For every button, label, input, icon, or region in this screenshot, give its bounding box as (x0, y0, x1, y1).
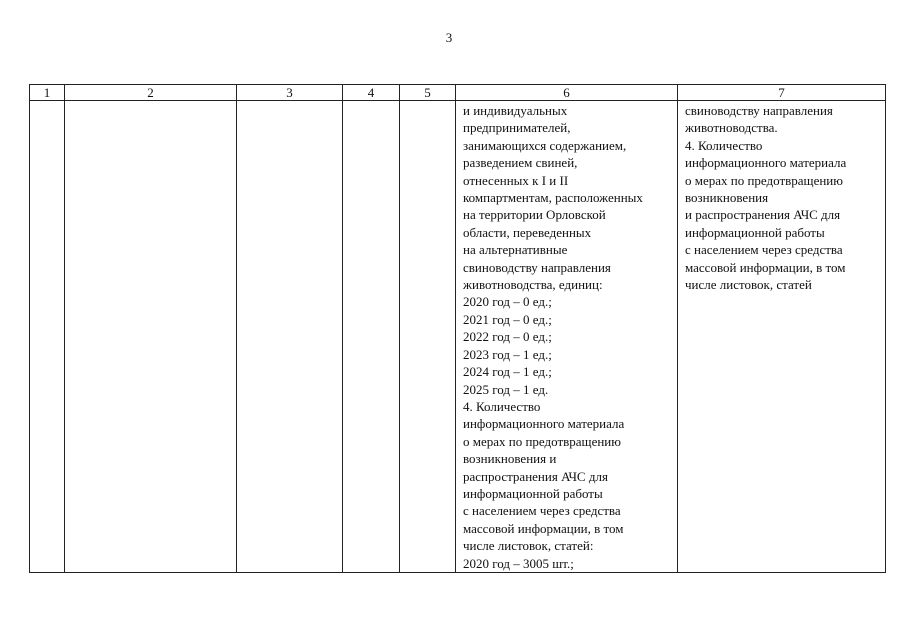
text-line: 2022 год – 0 ед.; (463, 329, 552, 345)
text-line: свиноводству направления (463, 259, 611, 275)
text-line: о мерах по предотвращению (685, 172, 843, 188)
text-line: занимающихся содержанием, (463, 137, 627, 153)
text-line: 2025 год – 1 ед. (463, 381, 549, 397)
text-line: 4. Количество (463, 398, 541, 414)
cell-col-6 (456, 101, 678, 573)
text-line: разведением свиней, (463, 155, 578, 171)
text-line: информационной работы (463, 485, 603, 501)
cell-col-3 (237, 101, 343, 573)
table-row (30, 101, 886, 573)
text-line: числе листовок, статей: (463, 538, 594, 554)
column-header-5: 5 (400, 85, 456, 101)
text-line: возникновения и (463, 451, 557, 467)
column-header-3: 3 (237, 85, 343, 101)
data-table (29, 84, 886, 573)
text-line: 4. Количество (685, 137, 763, 153)
cell-col-7 (678, 101, 886, 573)
text-line: и индивидуальных (463, 103, 568, 118)
text-line: распространения АЧС для (463, 468, 608, 484)
text-line: массовой информации, в том (685, 259, 846, 275)
page-number: 3 (445, 30, 453, 45)
result-text (678, 101, 885, 293)
text-line: на альтернативные (463, 242, 568, 258)
cell-col-1 (30, 101, 65, 573)
text-line: отнесенных к I и II (463, 172, 569, 188)
cell-col-4 (343, 101, 400, 573)
text-line: 2020 год – 0 ед.; (463, 294, 552, 310)
text-line: предпринимателей, (463, 120, 571, 136)
text-line: области, переведенных (463, 224, 592, 240)
text-line: 2020 год – 3005 шт.; (463, 555, 574, 571)
text-line: информационной работы (685, 224, 825, 240)
column-header-2: 2 (65, 85, 237, 101)
text-line: информационного материала (463, 416, 625, 432)
text-line: животноводства. (685, 120, 778, 136)
column-header-4: 4 (343, 85, 400, 101)
text-line: с населением через средства (463, 503, 621, 519)
text-line: массовой информации, в том (463, 520, 624, 536)
text-line: возникновения (685, 190, 769, 206)
column-header-7: 7 (678, 85, 886, 101)
text-line: числе листовок, статей (685, 277, 812, 293)
indicator-text (456, 101, 677, 572)
text-line: информационного материала (685, 155, 847, 171)
column-header-6: 6 (456, 85, 678, 101)
text-line: с населением через средства (685, 242, 843, 258)
text-line: 2023 год – 1 ед.; (463, 346, 552, 362)
text-line: о мерах по предотвращению (463, 433, 621, 449)
cell-col-5 (400, 101, 456, 573)
table-header-row (30, 85, 886, 101)
text-line: на территории Орловской (463, 207, 606, 223)
text-line: 2024 год – 1 ед.; (463, 364, 552, 380)
text-line: 2021 год – 0 ед.; (463, 311, 552, 327)
text-line: свиноводству направления (685, 103, 833, 118)
text-line: и распространения АЧС для (685, 207, 841, 223)
text-line: компартментам, расположенных (463, 190, 643, 206)
column-header-1: 1 (30, 85, 65, 101)
cell-col-2 (65, 101, 237, 573)
text-line: животноводства, единиц: (463, 277, 603, 293)
